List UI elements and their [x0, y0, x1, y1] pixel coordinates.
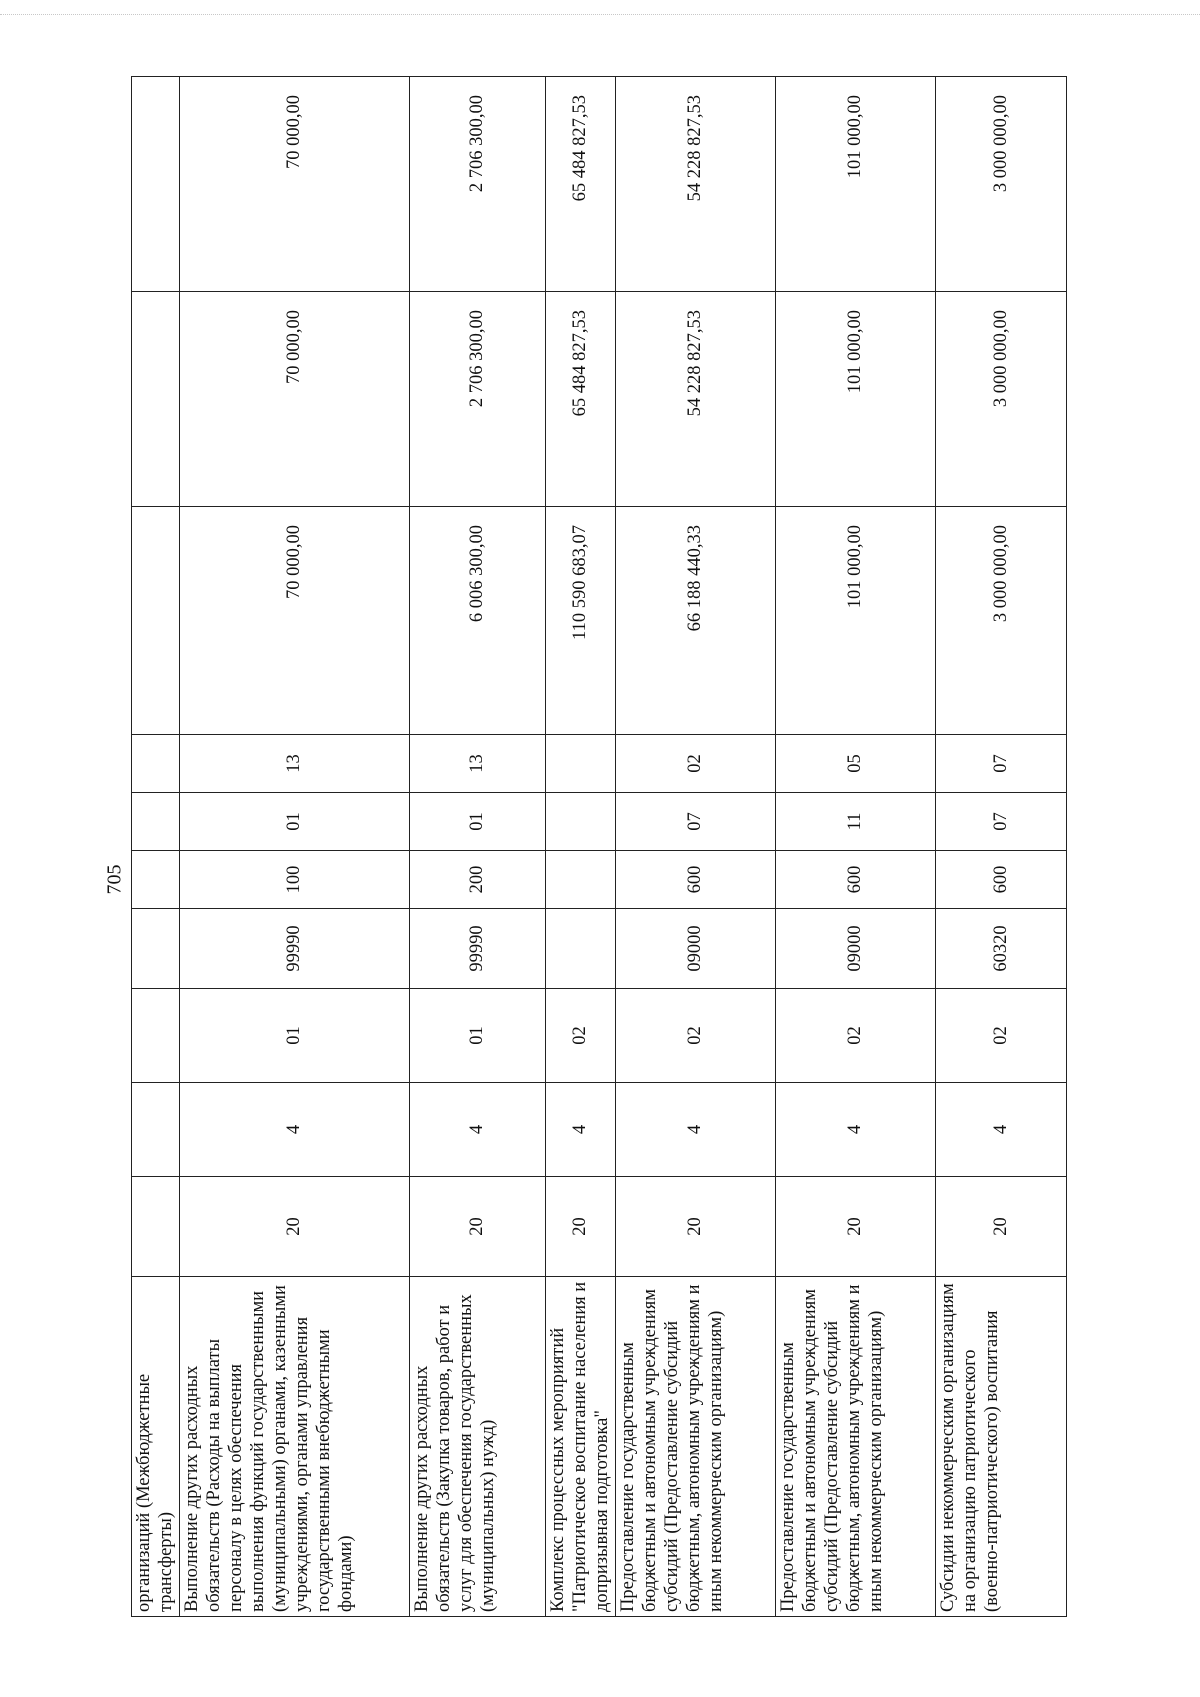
cell-vr	[546, 851, 616, 909]
cell-c1	[132, 793, 180, 851]
cell-sum-2: 101 000,00	[776, 292, 936, 507]
table-row	[410, 77, 546, 1617]
cell-vr: 600	[616, 851, 776, 909]
cell-pr: 02	[616, 989, 776, 1083]
cell-sum-3: 2 706 300,00	[410, 77, 546, 292]
table-row	[616, 77, 776, 1617]
cell-sum-1	[132, 507, 180, 735]
cell-cs: 09000	[776, 909, 936, 989]
row-name: Предоставление государственным бюджетным и автономным учреждениям субсидий (Предоставление субсидий бюджетным, автономным учреждениям и иным некоммерческим организациям)	[776, 1277, 936, 1617]
cell-rz: 4	[936, 1083, 1067, 1177]
table-row	[776, 77, 936, 1617]
cell-sum-1: 6 006 300,00	[410, 507, 546, 735]
cell-rz: 4	[546, 1083, 616, 1177]
budget-table	[131, 76, 1067, 1617]
cell-gr: 20	[546, 1177, 616, 1277]
cell-sum-3: 101 000,00	[776, 77, 936, 292]
cell-sum-3: 3 000 000,00	[936, 77, 1067, 292]
cell-cs	[132, 909, 180, 989]
row-name: Комплекс процессных мероприятий "Патриотическое воспитание населения и допризывная подготовка"	[546, 1277, 616, 1617]
cell-sum-2: 70 000,00	[180, 292, 410, 507]
cell-sum-3: 65 484 827,53	[546, 77, 616, 292]
cell-c2: 05	[776, 735, 936, 793]
cell-vr	[132, 851, 180, 909]
cell-pr: 01	[180, 989, 410, 1083]
cell-vr: 600	[776, 851, 936, 909]
cell-sum-1: 66 188 440,33	[616, 507, 776, 735]
cell-gr: 20	[410, 1177, 546, 1277]
cell-rz: 4	[410, 1083, 546, 1177]
cell-gr: 20	[776, 1177, 936, 1277]
table-row	[546, 77, 616, 1617]
cell-c2: 07	[936, 735, 1067, 793]
row-name: Предоставление государственным бюджетным и автономным учреждениям субсидий (Предоставление субсидий бюджетным, автономным учреждениям и иным некоммерческим организациям)	[616, 1277, 776, 1617]
table-row	[936, 77, 1067, 1617]
cell-cs: 99990	[180, 909, 410, 989]
row-name: Субсидии некоммерческим организациям на организацию патриотического (военно-патриотического) воспитания	[936, 1277, 1067, 1617]
cell-sum-2	[132, 292, 180, 507]
cell-c1	[546, 793, 616, 851]
cell-c1: 07	[936, 793, 1067, 851]
cell-pr: 02	[546, 989, 616, 1083]
cell-sum-2: 65 484 827,53	[546, 292, 616, 507]
cell-cs: 60320	[936, 909, 1067, 989]
cell-c2: 13	[410, 735, 546, 793]
table-row	[180, 77, 410, 1617]
cell-c1: 11	[776, 793, 936, 851]
rotated-table-wrapper	[131, 77, 1066, 1617]
cell-pr: 02	[936, 989, 1067, 1083]
cell-c2: 02	[616, 735, 776, 793]
table-row	[132, 77, 180, 1617]
cell-sum-2: 3 000 000,00	[936, 292, 1067, 507]
cell-sum-3: 70 000,00	[180, 77, 410, 292]
cell-sum-2: 54 228 827,53	[616, 292, 776, 507]
cell-sum-2: 2 706 300,00	[410, 292, 546, 507]
page-number: 705	[103, 864, 126, 895]
cell-gr: 20	[616, 1177, 776, 1277]
row-name: организаций (Межбюджетные трансферты)	[132, 1277, 180, 1617]
cell-c2	[132, 735, 180, 793]
cell-vr: 100	[180, 851, 410, 909]
row-name: Выполнение других расходных обязательств (Закупка товаров, работ и услуг для обеспечения государственных (муниципальных) нужд)	[410, 1277, 546, 1617]
cell-sum-1: 101 000,00	[776, 507, 936, 735]
cell-gr	[132, 1177, 180, 1277]
cell-sum-1: 70 000,00	[180, 507, 410, 735]
cell-c1: 01	[410, 793, 546, 851]
cell-sum-1: 110 590 683,07	[546, 507, 616, 735]
cell-cs: 99990	[410, 909, 546, 989]
row-name: Выполнение других расходных обязательств (Расходы на выплаты персоналу в целях обеспечения выполнения функций государственными (муниципальными) органами, казенными учреждениями, органами управления государственными внебюджетными фондами)	[180, 1277, 410, 1617]
cell-gr: 20	[180, 1177, 410, 1277]
cell-pr	[132, 989, 180, 1083]
cell-sum-1: 3 000 000,00	[936, 507, 1067, 735]
cell-rz: 4	[776, 1083, 936, 1177]
cell-pr: 02	[776, 989, 936, 1083]
cell-cs: 09000	[616, 909, 776, 989]
cell-c1: 07	[616, 793, 776, 851]
cell-c1: 01	[180, 793, 410, 851]
cell-pr: 01	[410, 989, 546, 1083]
cell-rz: 4	[616, 1083, 776, 1177]
cell-rz: 4	[180, 1083, 410, 1177]
cell-c2	[546, 735, 616, 793]
cell-vr: 600	[936, 851, 1067, 909]
cell-vr: 200	[410, 851, 546, 909]
cell-rz	[132, 1083, 180, 1177]
top-dotted-rule	[0, 14, 1200, 15]
cell-gr: 20	[936, 1177, 1067, 1277]
cell-c2: 13	[180, 735, 410, 793]
cell-sum-3: 54 228 827,53	[616, 77, 776, 292]
cell-cs	[546, 909, 616, 989]
cell-sum-3	[132, 77, 180, 292]
